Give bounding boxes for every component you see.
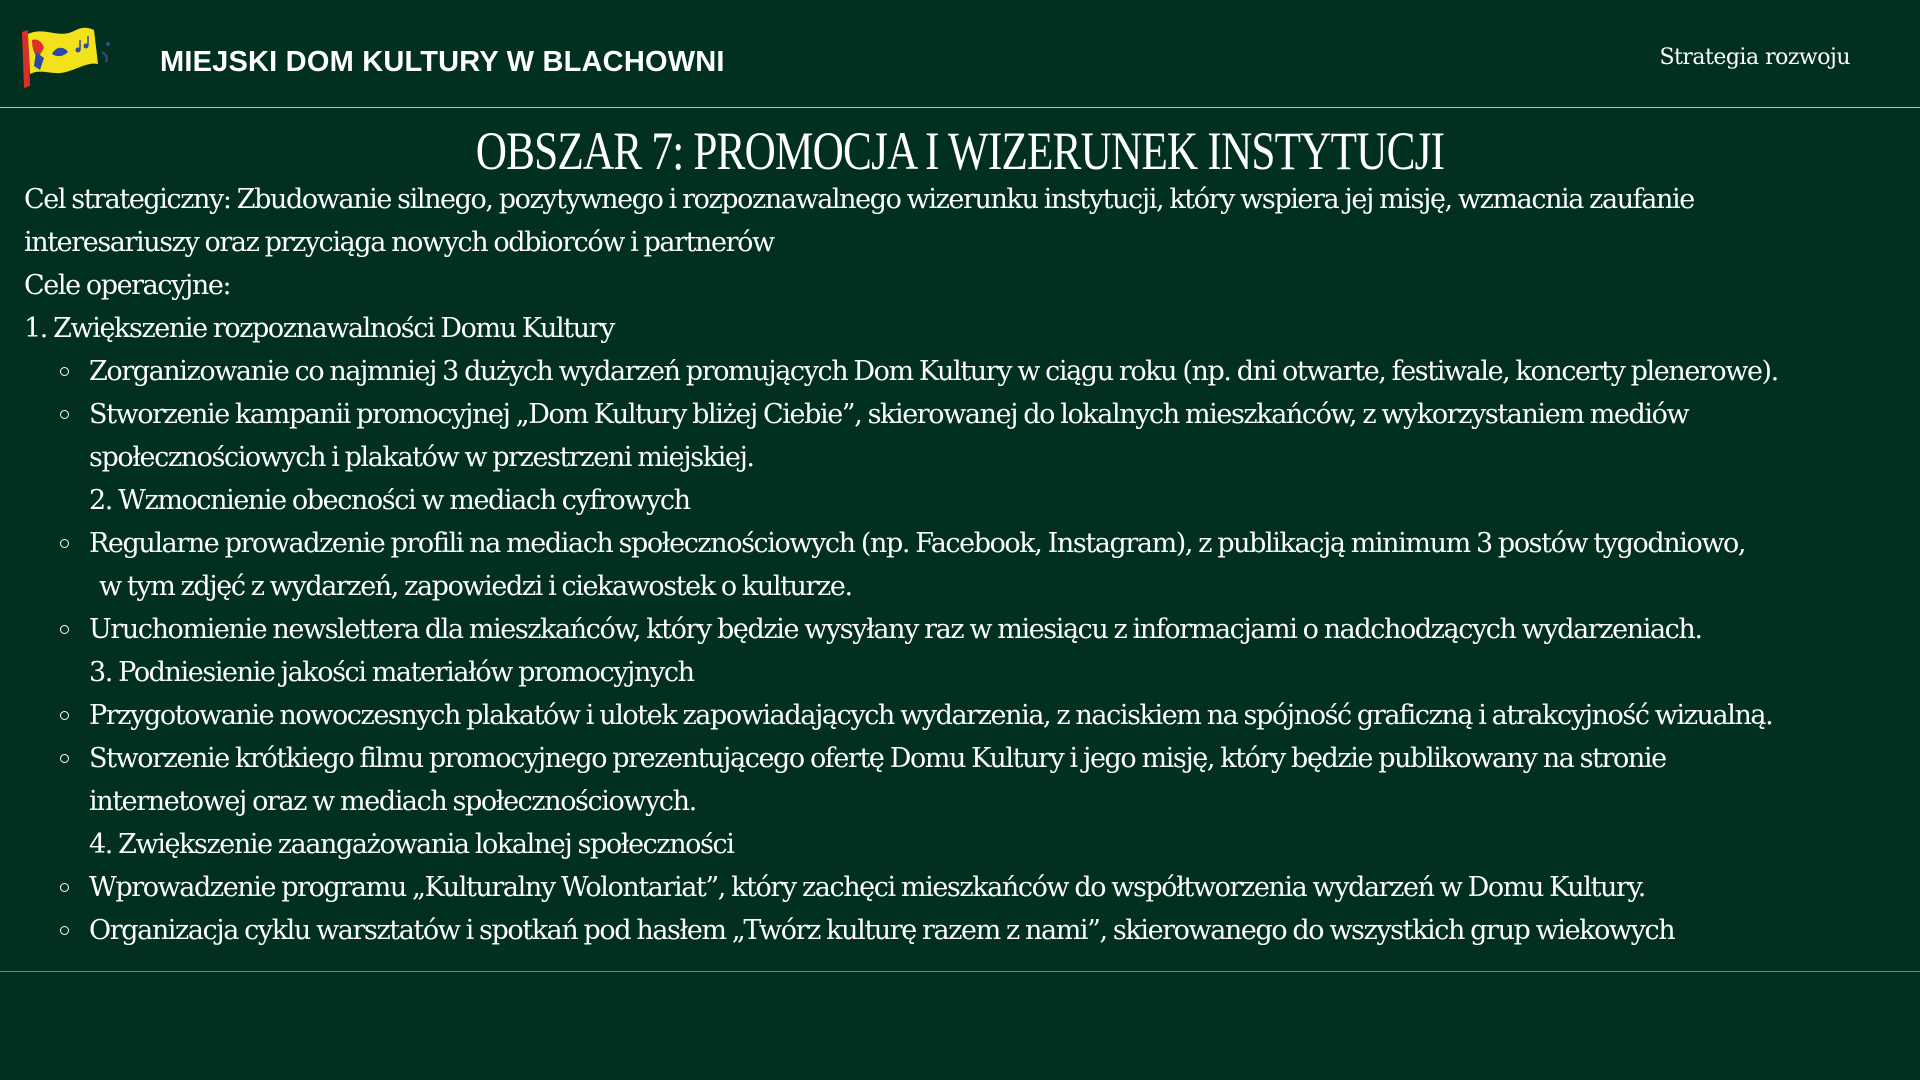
- list-item-text: Przygotowanie nowoczesnych plakatów i ulotek zapowiadających wydarzenia, z naciskiem na spójność graficzną i atrakcyjność wizualną.: [89, 700, 1773, 731]
- list-item-text: Wprowadzenie programu „Kulturalny Wolontariat”, który zachęci mieszkańców do współtworzenia wydarzeń w Domu Kultury.: [89, 872, 1645, 903]
- org-name: MIEJSKI DOM KULTURY W BLACHOWNI: [160, 46, 725, 78]
- header: [0, 0, 1920, 107]
- circle-bullet-icon: [60, 625, 69, 634]
- list-item-text: Stworzenie kampanii promocyjnej „Dom Kultury bliżej Ciebie”, skierowanej do lokalnych mieszkańców, z wykorzystaniem mediów: [89, 399, 1689, 430]
- circle-bullet-icon: [60, 410, 69, 419]
- list-item-continuation: w tym zdjęć z wydarzeń, zapowiedzi i ciekawostek o kulturze.: [99, 571, 852, 602]
- mdk-flag-logo-icon: [18, 24, 118, 90]
- list-item-text: Zorganizowanie co najmniej 3 dużych wydarzeń promujących Dom Kultury w ciągu roku (np. dni otwarte, festiwale, koncerty plenerowe).: [89, 356, 1778, 387]
- list-item-text: Organizacja cyklu warsztatów i spotkań pod hasłem „Twórz kulturę razem z nami”, skierowanego do wszystkich grup wiekowych: [89, 915, 1675, 946]
- circle-bullet-icon: [60, 711, 69, 720]
- circle-bullet-icon: [60, 926, 69, 935]
- goal-heading: 3. Podniesienie jakości materiałów promocyjnych: [89, 657, 694, 688]
- strategic-goal-line: Cel strategiczny: Zbudowanie silnego, pozytywnego i rozpoznawalnego wizerunku instytucji, który wspiera jej misję, wzmacnia zaufanie: [24, 184, 1694, 215]
- strategy-label: Strategia rozwoju: [1659, 45, 1850, 70]
- header-divider: [0, 107, 1920, 108]
- list-item-text: Uruchomienie newslettera dla mieszkańców, który będzie wysyłany raz w miesiącu z informacjami o nadchodzących wydarzeniach.: [89, 614, 1702, 645]
- list-item: [24, 393, 1904, 436]
- list-item-text: Regularne prowadzenie profili na mediach społecznościowych (np. Facebook, Instagram), z publikacją minimum 3 postów tygodniowo,: [89, 528, 1746, 559]
- strategic-goal-line: interesariuszy oraz przyciąga nowych odbiorców i partnerów: [24, 227, 774, 258]
- page-title: OBSZAR 7: PROMOCJA I WIZERUNEK INSTYTUCJI: [475, 121, 1445, 181]
- list-item: [24, 608, 1904, 651]
- circle-bullet-icon: [60, 754, 69, 763]
- list-item: [24, 909, 1904, 952]
- list-item-continuation: społecznościowych i plakatów w przestrzeni miejskiej.: [89, 442, 754, 473]
- goal-heading: 1. Zwiększenie rozpoznawalności Domu Kultury: [24, 313, 615, 344]
- footer-divider: [0, 971, 1920, 972]
- list-item: [24, 522, 1904, 565]
- goal-heading: 4. Zwiększenie zaangażowania lokalnej społeczności: [89, 829, 734, 860]
- list-item: [24, 866, 1904, 909]
- list-item: [24, 350, 1904, 393]
- operational-goals-label: Cele operacyjne:: [24, 270, 231, 301]
- list-item: [24, 694, 1904, 737]
- circle-bullet-icon: [60, 883, 69, 892]
- list-item-text: Stworzenie krótkiego filmu promocyjnego prezentującego ofertę Domu Kultury i jego misję, który będzie publikowany na stronie: [89, 743, 1666, 774]
- circle-bullet-icon: [60, 367, 69, 376]
- content-body: [24, 178, 1904, 952]
- goal-heading: 2. Wzmocnienie obecności w mediach cyfrowych: [89, 485, 690, 516]
- list-item-continuation: internetowej oraz w mediach społecznościowych.: [89, 786, 696, 817]
- list-item: [24, 737, 1904, 780]
- circle-bullet-icon: [60, 539, 69, 548]
